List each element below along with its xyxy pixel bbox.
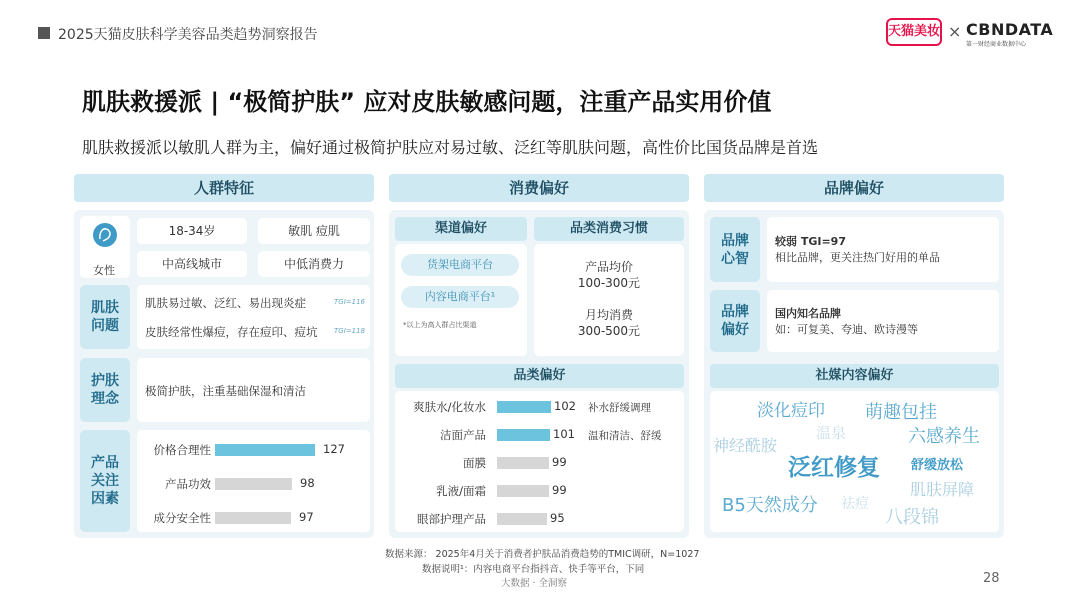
factor-label: 价格合理性	[153, 443, 211, 457]
word-cloud-item: 肌肤屏障	[910, 480, 975, 499]
brand-pref-desc: 如：可复美、夸迪、欧诗漫等	[775, 323, 918, 336]
skin-issue-1-tgi: TGI=116	[334, 298, 365, 306]
category-note: 补水舒缓调理	[588, 402, 651, 414]
word-cloud-card	[710, 391, 999, 532]
gender-label: 女性	[93, 264, 115, 277]
tmall-beauty-logo: 天猫美妆	[886, 18, 942, 46]
philosophy-tag: 护肤 理念	[80, 358, 130, 422]
category-value: 102	[554, 399, 576, 413]
skin-type-chip: 敏肌 痘肌	[258, 218, 370, 244]
factor-bar	[215, 444, 315, 456]
word-cloud-item: 萌趣包挂	[865, 402, 937, 423]
monthly-spend-value: 300-500元	[577, 324, 641, 338]
channel-note: *以上为高人群占比渠道	[403, 321, 477, 329]
category-label: 爽肤水/化妆水	[413, 400, 486, 414]
cbndata-logo: CBNDATA	[966, 20, 1054, 39]
factor-value: 97	[299, 510, 314, 524]
skin-issue-2: 皮肤经常性爆痘，存在痘印、痘坑	[145, 325, 318, 339]
report-title: 2025天猫皮肤科学美容品类趋势洞察报告	[58, 27, 318, 43]
spending-power-chip: 中低消费力	[258, 251, 370, 277]
category-label: 眼部护理产品	[417, 512, 486, 526]
word-cloud-item: 六感养生	[908, 426, 980, 447]
consume-column-header: 消费偏好	[389, 174, 689, 202]
city-tier-chip: 中高线城市	[137, 251, 247, 277]
page-subtitle: 肌肤救援派以敏肌人群为主，偏好通过极简护肤应对易过敏、泛红等肌肤问题，高性价比国货品牌是首选	[82, 138, 819, 157]
avg-price-value: 100-300元	[577, 276, 641, 290]
brand-pref-title: 国内知名品牌	[775, 307, 841, 320]
channel-pill-content: 内容电商平台¹	[401, 286, 519, 308]
channel-card	[395, 244, 527, 356]
monthly-spend-label: 月均消费	[584, 308, 633, 322]
category-label: 洁面产品	[440, 428, 486, 442]
factor-bar	[215, 478, 292, 490]
category-value: 95	[550, 511, 565, 525]
category-value: 99	[552, 455, 567, 469]
word-cloud-item: 泛红修复	[788, 455, 880, 481]
philosophy-text: 极简护肤，注重基础保湿和清洁	[145, 384, 306, 398]
brand-pref-card	[767, 290, 999, 352]
skin-issue-card	[137, 285, 370, 349]
category-bar	[497, 457, 549, 469]
factor-bar	[215, 512, 291, 524]
brand-pref-tag: 品牌 偏好	[710, 290, 760, 352]
word-cloud-item: 八段锦	[885, 507, 939, 528]
factor-label: 产品功效	[165, 477, 211, 491]
category-value: 101	[553, 427, 575, 441]
word-cloud-item: 祛痘	[841, 496, 869, 512]
habit-header: 品类消费习惯	[534, 217, 684, 241]
female-face-icon	[92, 222, 118, 248]
data-source: 数据来源： 2025年4月关于消费者护肤品消费趋势的TMIC调研，N=1027	[385, 549, 700, 560]
philosophy-card	[137, 358, 370, 422]
page-title: 肌肤救援派 | “极简护肤” 应对皮肤敏感问题，注重产品实用价值	[82, 88, 772, 116]
cbndata-logo-subtitle: 第一财经商业数据中心	[966, 41, 1027, 48]
age-chip: 18-34岁	[137, 218, 247, 244]
brand-mind-card	[767, 217, 999, 282]
skin-issue-tag: 肌肤 问题	[80, 285, 130, 349]
footer-brand: 大数据 · 全洞察	[501, 578, 568, 589]
skin-issue-2-tgi: TGI=118	[334, 327, 365, 335]
crowd-column-header: 人群特征	[74, 174, 374, 202]
data-note: 数据说明¹：内容电商平台指抖音、快手等平台，下同	[422, 564, 645, 575]
channel-header: 渠道偏好	[395, 217, 527, 241]
category-label: 乳液/面霜	[436, 484, 486, 498]
factors-tag: 产品 关注 因素	[80, 430, 130, 532]
word-cloud-item: 温泉	[816, 424, 847, 442]
category-value: 99	[552, 483, 567, 497]
skin-issue-1: 肌肤易过敏、泛红、易出现炎症	[145, 296, 306, 310]
category-bar	[497, 429, 550, 441]
channel-pill-shelf: 货架电商平台	[401, 254, 519, 276]
factor-label: 成分安全性	[153, 511, 211, 525]
category-header: 品类偏好	[395, 364, 684, 388]
category-bar	[497, 513, 547, 525]
brand-mind-title: 较弱 TGI=97	[775, 235, 846, 248]
word-cloud-item: 舒缓放松	[911, 458, 964, 473]
category-bar	[497, 485, 549, 497]
gender-card	[80, 216, 130, 278]
avg-price-label: 产品均价	[584, 260, 633, 274]
category-note: 温和清洁、舒缓	[588, 430, 662, 442]
logo-separator: ×	[948, 22, 962, 41]
factor-value: 127	[323, 442, 345, 456]
word-cloud-item: 神经酰胺	[713, 436, 778, 455]
habit-card	[534, 244, 684, 356]
word-cloud-item: 淡化痘印	[757, 401, 825, 421]
category-label: 面膜	[463, 456, 486, 470]
social-header: 社媒内容偏好	[710, 364, 999, 388]
page-number: 28	[983, 571, 1000, 586]
brand-column-header: 品牌偏好	[704, 174, 1004, 202]
word-cloud-item: B5天然成分	[722, 495, 818, 516]
brand-mind-tag: 品牌 心智	[710, 217, 760, 282]
factor-value: 98	[300, 476, 315, 490]
brand-mind-desc: 相比品牌，更关注热门好用的单品	[775, 251, 940, 264]
header-square-icon	[38, 27, 50, 39]
category-bar	[497, 401, 551, 413]
